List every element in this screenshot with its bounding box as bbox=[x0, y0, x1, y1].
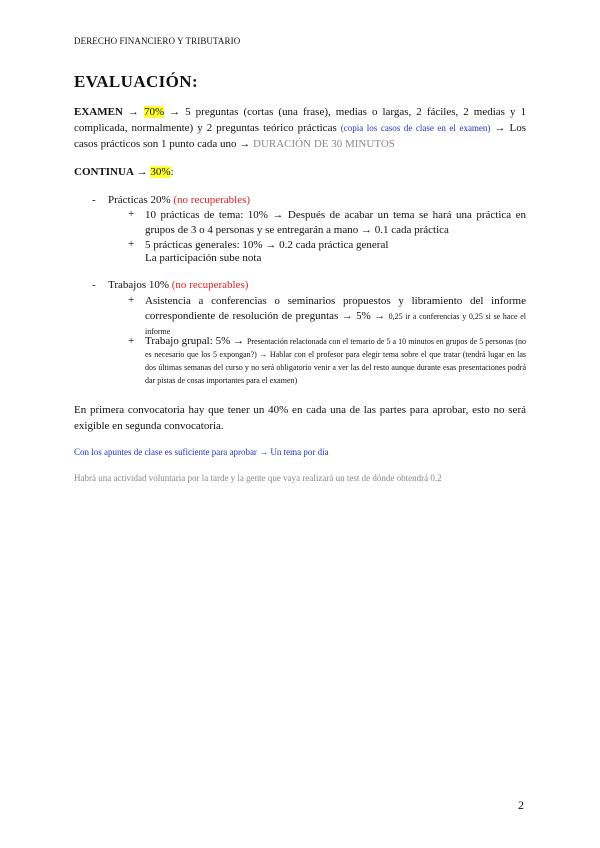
trabajos-item-2 bbox=[145, 335, 526, 387]
apuntes-note: Con los apuntes de clase es suficiente para aprobar → Un tema por día bbox=[74, 447, 329, 457]
examen-note: (copia los casos de clase en el examen) bbox=[340, 123, 491, 133]
continua-percentage: 30% bbox=[150, 166, 171, 178]
continua-arrow: → bbox=[133, 166, 151, 178]
continua-label: CONTINUA bbox=[74, 166, 134, 178]
examen-percentage: 70% bbox=[143, 106, 165, 118]
practicas-dash: - bbox=[92, 194, 96, 206]
trabajos-heading bbox=[108, 278, 248, 293]
examen-paragraph bbox=[74, 104, 526, 152]
examen-text-2: → Los casos prácticos son 1 punto cada uno → bbox=[74, 122, 527, 150]
trabajos-item-1-detail: 0,25 ir a conferencias y 0,25 si se hace el informe bbox=[145, 312, 527, 336]
practicas-item-1: 10 prácticas de tema: 10% → Después de acabar un tema se hará una práctica en grupos de 3 o 4 personas y se entregarán a mano → 0.1 cada práctica bbox=[145, 209, 526, 236]
trabajos-item-1 bbox=[145, 294, 526, 339]
trabajos-bullet-2: + bbox=[128, 335, 135, 347]
actividad-note: Habrá una actividad voluntaria por la tarde y la gente que vaya realizará un test de dónde obtendrá 0.2 bbox=[74, 473, 442, 483]
examen-arrow: → bbox=[122, 106, 144, 118]
trabajos-item-2-detail: Presentación relacionada con el temario de 5 a 10 minutos en grupos de 5 personas (no es necesario que los 5 expongan?) → Hablar con el profesor para elegir tema sobre el que tratar (tendrá lugar en las dos últimas semanas del curso y no será obligatorio venir a ver las del resto aunque durante esas presentaciones podrá dar pistas de cosas importantes para el examen) bbox=[145, 337, 527, 385]
practicas-label: Prácticas 20% bbox=[108, 194, 174, 206]
running-header: DERECHO FINANCIERO Y TRIBUTARIO bbox=[74, 36, 241, 46]
practicas-bullet-2: + bbox=[128, 238, 135, 250]
trabajos-bullet-1: + bbox=[128, 294, 135, 306]
practicas-bullet-1: + bbox=[128, 208, 135, 220]
examen-text-1: → 5 preguntas (cortas (una frase), medias o largas, 2 fáciles, 2 medias y 1 complicada, normalmente) y 2 preguntas teórico prácticas bbox=[74, 106, 527, 134]
trabajos-note: (no recuperables) bbox=[171, 279, 249, 291]
examen-duration: DURACIÓN DE 30 MINUTOS bbox=[253, 138, 395, 150]
trabajos-item-2-text: Trabajo grupal: 5% → bbox=[145, 335, 247, 347]
trabajos-dash: - bbox=[92, 279, 96, 291]
practicas-subnote: La participación sube nota bbox=[145, 252, 262, 264]
continua-colon: : bbox=[170, 166, 174, 178]
practicas-item-2: 5 prácticas generales: 10% → 0.2 cada práctica general bbox=[145, 239, 389, 251]
convocatoria-paragraph: En primera convocatoria hay que tener un 40% en cada una de las partes para aprobar, esto no será exigible en segunda convocatoria. bbox=[74, 404, 526, 432]
continua-heading bbox=[74, 164, 526, 180]
practicas-heading bbox=[108, 193, 250, 208]
page-number: 2 bbox=[518, 798, 524, 812]
practicas-note: (no recuperables) bbox=[173, 194, 251, 206]
page-title: EVALUACIÓN: bbox=[74, 72, 199, 91]
examen-label: EXAMEN bbox=[74, 106, 123, 118]
trabajos-label: Trabajos 10% bbox=[108, 279, 172, 291]
trabajos-item-1-text: Asistencia a conferencias o seminarios propuestos y libramiento del informe correspondiente de resolución de preguntas → 5% → bbox=[145, 295, 526, 322]
